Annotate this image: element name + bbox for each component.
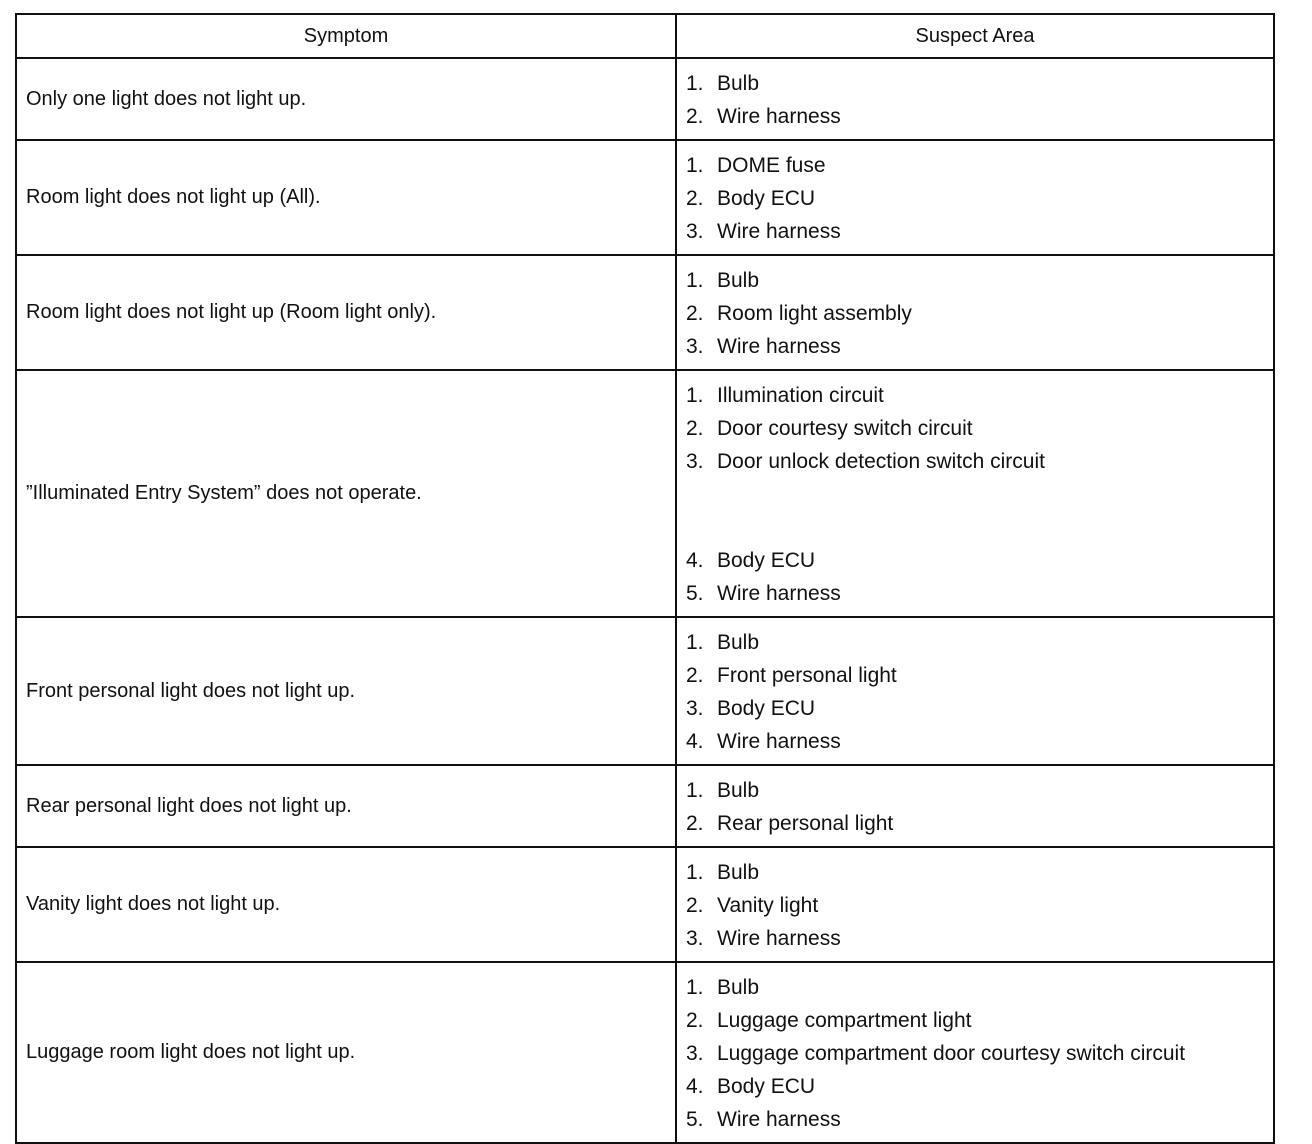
suspect-area-cell: [676, 617, 1274, 765]
table-row: [16, 765, 1274, 847]
symptom-cell: Room light does not light up (Room light only).: [16, 255, 676, 370]
symptom-cell: Front personal light does not light up.: [16, 617, 676, 765]
item-text: Wire harness: [717, 927, 841, 950]
suspect-area-cell: [676, 370, 1274, 617]
item-text: Wire harness: [717, 730, 841, 753]
item-text: Body ECU: [717, 697, 816, 720]
suspect-area-item: [686, 412, 1273, 445]
item-text: Body ECU: [717, 549, 816, 572]
suspect-area-item: [686, 1103, 1273, 1136]
item-number: 2.: [686, 105, 704, 128]
item-text: Luggage compartment light: [717, 1009, 972, 1032]
item-number: 1.: [686, 154, 704, 177]
suspect-area-list: [686, 626, 1273, 758]
suspect-area-item: [686, 577, 1273, 610]
item-number: 3.: [686, 335, 704, 358]
suspect-area-list: [686, 971, 1273, 1136]
suspect-area-item: [686, 544, 1273, 577]
item-number: 2.: [686, 1009, 704, 1032]
suspect-area-item: [686, 67, 1273, 100]
item-number: 2.: [686, 894, 704, 917]
item-number: 1.: [686, 631, 704, 654]
item-number: 2.: [686, 812, 704, 835]
suspect-area-item: [686, 1037, 1273, 1070]
suspect-area-list: [686, 774, 1273, 840]
suspect-area-item: [686, 626, 1273, 659]
item-text: Front personal light: [717, 664, 897, 687]
suspect-area-item: [686, 264, 1273, 297]
header-suspect-area: Suspect Area: [676, 14, 1274, 58]
item-number: 4.: [686, 730, 704, 753]
suspect-area-item: [686, 100, 1273, 133]
symptom-cell: Only one light does not light up.: [16, 58, 676, 140]
table-row: [16, 140, 1274, 255]
suspect-area-item: [686, 445, 1273, 478]
table-row: [16, 847, 1274, 962]
symptom-cell: Room light does not light up (All).: [16, 140, 676, 255]
table-row: [16, 58, 1274, 140]
item-number: 1.: [686, 861, 704, 884]
item-text: Bulb: [717, 72, 760, 95]
suspect-area-item: [686, 215, 1273, 248]
item-text: Rear personal light: [717, 812, 894, 835]
suspect-area-list: [686, 856, 1273, 955]
suspect-area-item: [686, 692, 1273, 725]
item-number: 1.: [686, 976, 704, 999]
symptom-cell: Luggage room light does not light up.: [16, 962, 676, 1143]
symptom-cell: ”Illuminated Entry System” does not operate.: [16, 370, 676, 617]
suspect-area-cell: [676, 255, 1274, 370]
item-number: 4.: [686, 549, 704, 572]
suspect-area-cell: [676, 58, 1274, 140]
item-text: Bulb: [717, 976, 760, 999]
item-text: Wire harness: [717, 220, 841, 243]
suspect-area-item: [686, 889, 1273, 922]
item-text: Bulb: [717, 779, 760, 802]
item-text: Wire harness: [717, 335, 841, 358]
symptom-cell: Rear personal light does not light up.: [16, 765, 676, 847]
item-text: Body ECU: [717, 1075, 816, 1098]
item-text: Vanity light: [717, 894, 819, 917]
item-number: 1.: [686, 269, 704, 292]
table-row: [16, 370, 1274, 617]
item-number: 2.: [686, 302, 704, 325]
suspect-area-item: [686, 922, 1273, 955]
suspect-area-item: [686, 330, 1273, 363]
suspect-area-list: [686, 149, 1273, 248]
suspect-area-item: [686, 659, 1273, 692]
header-symptom: Symptom: [16, 14, 676, 58]
item-text: Bulb: [717, 631, 760, 654]
item-number: 3.: [686, 220, 704, 243]
table-row: [16, 962, 1274, 1143]
item-text: Luggage compartment door courtesy switch circuit: [717, 1042, 1186, 1065]
item-number: 1.: [686, 72, 704, 95]
item-text: Bulb: [717, 269, 760, 292]
suspect-area-item: [686, 149, 1273, 182]
item-text: Illumination circuit: [717, 384, 884, 407]
suspect-area-item: [686, 725, 1273, 758]
suspect-area-item: [686, 182, 1273, 215]
item-number: 5.: [686, 582, 704, 605]
suspect-area-item: [686, 379, 1273, 412]
suspect-area-item: [686, 297, 1273, 330]
suspect-area-item: [686, 971, 1273, 1004]
item-text: Body ECU: [717, 187, 816, 210]
item-text: Wire harness: [717, 105, 841, 128]
suspect-area-cell: [676, 765, 1274, 847]
suspect-area-cell: [676, 962, 1274, 1143]
suspect-area-item: [686, 774, 1273, 807]
item-number: 2.: [686, 664, 704, 687]
suspect-area-cell: [676, 847, 1274, 962]
suspect-area-list: [686, 264, 1273, 363]
table-row: [16, 617, 1274, 765]
item-text: Wire harness: [717, 582, 841, 605]
item-number: 3.: [686, 1042, 704, 1065]
item-number: 3.: [686, 697, 704, 720]
symptom-table: [15, 13, 1275, 1144]
item-number: 2.: [686, 187, 704, 210]
symptom-cell: Vanity light does not light up.: [16, 847, 676, 962]
troubleshooting-table-container: [15, 13, 1273, 1144]
suspect-area-cell: [676, 140, 1274, 255]
item-number: 3.: [686, 927, 704, 950]
item-number: 4.: [686, 1075, 704, 1098]
suspect-area-item: [686, 1004, 1273, 1037]
suspect-area-list: [686, 379, 1273, 610]
item-text: Bulb: [717, 861, 760, 884]
suspect-area-item: [686, 807, 1273, 840]
item-text: DOME fuse: [717, 154, 826, 177]
item-number: 5.: [686, 1108, 704, 1131]
item-number: 1.: [686, 779, 704, 802]
item-number: 2.: [686, 417, 704, 440]
suspect-area-item: [686, 856, 1273, 889]
item-text: Door courtesy switch circuit: [717, 417, 973, 440]
item-text: Wire harness: [717, 1108, 841, 1131]
suspect-area-item: [686, 1070, 1273, 1103]
header-row: [16, 14, 1274, 58]
item-text: Door unlock detection switch circuit: [717, 450, 1045, 473]
item-number: 3.: [686, 450, 704, 473]
item-number: 1.: [686, 384, 704, 407]
table-row: [16, 255, 1274, 370]
suspect-area-list: [686, 67, 1273, 133]
item-text: Room light assembly: [717, 302, 912, 325]
